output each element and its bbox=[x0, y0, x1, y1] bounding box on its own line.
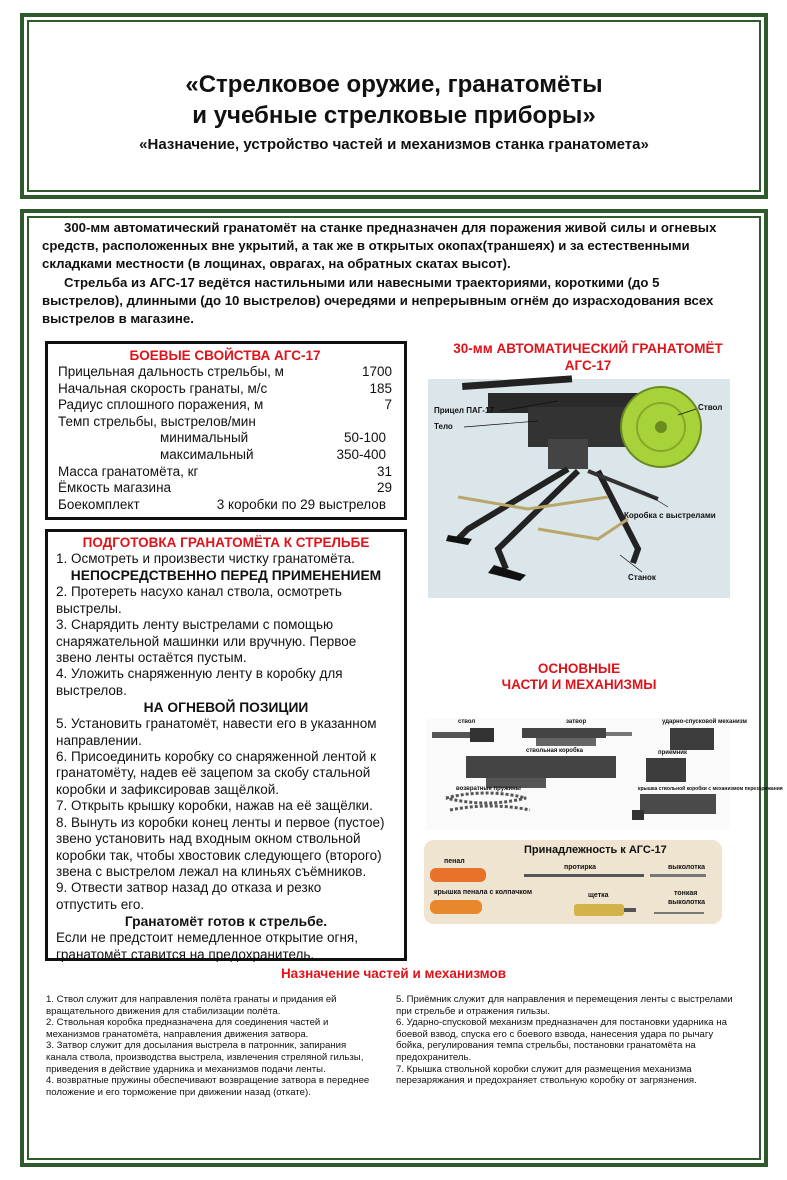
launcher-photo-title-line-1: 30-мм АВТОМАТИЧЕСКИЙ ГРАНАТОМЁТ bbox=[453, 341, 723, 356]
prep-line: 2. Протереть насухо канал ствола, осмотреть bbox=[56, 584, 342, 600]
prep-heading: НА ОГНЕВОЙ ПОЗИЦИИ bbox=[143, 700, 309, 716]
function-item: 3. Затвор служит для досылания выстрела в патронник, запирания канала ствола, производства выстрела, извлечения стреляной гильзы, приведения в действие ударника и механизмов подачи ленты. bbox=[46, 1040, 364, 1075]
label-body: Тело bbox=[434, 422, 453, 431]
prep-heading: Гранатомёт готов к стрельбе. bbox=[124, 914, 328, 930]
label-thin-drift-2: выколотка bbox=[668, 899, 706, 906]
property-value: 185 bbox=[369, 380, 392, 396]
property-label: Темп стрельбы, выстрелов/мин bbox=[58, 413, 256, 429]
property-value: 7 bbox=[384, 397, 392, 413]
property-row bbox=[58, 364, 392, 381]
intro-paragraph-2: Стрельба из АГС-17 ведётся настильными или навесными траекториями, короткими (до 5 выстрелов), длинными (до 10 выстрелов) очередями и непрерывным огнём до израсходования всех выстрелов в магазине. bbox=[42, 274, 714, 327]
prep-line: звено ленты остаётся пустым. bbox=[56, 650, 247, 666]
title-block bbox=[24, 69, 764, 153]
function-item: 6. Ударно-спусковой механизм предназначен для постановки ударника на боевой взвод, спуска его с боевого взвода, нанесения удара по рычагу бойка, регулирования темпа стрельбы, постановки гранатомёта на предохранитель. bbox=[396, 1017, 727, 1063]
accessory-photo bbox=[424, 840, 722, 924]
prep-line: коробки так, чтобы хвостовик следующего (второго) bbox=[56, 847, 382, 863]
label-part-receiver: ствольная коробка bbox=[526, 748, 583, 754]
prep-line: 8. Вынуть из коробки конец ленты и первое (пустое) bbox=[56, 814, 385, 830]
parts-photo bbox=[426, 718, 783, 830]
function-item: 1. Ствол служит для направления полёта гранаты и придания ей вращательного движения для стабилизации полёта. bbox=[46, 994, 337, 1017]
page-title-line-1: «Стрелковое оружие, гранатомёты bbox=[185, 71, 603, 98]
prep-line: 9. Отвести затвор назад до отказа и резко bbox=[56, 880, 322, 896]
prep-line: 7. Открыть крышку коробки, нажав на её защёлки. bbox=[56, 798, 373, 814]
property-row bbox=[58, 397, 392, 414]
label-part-springs: возвратные пружины bbox=[456, 786, 521, 792]
prep-line: направлении. bbox=[56, 732, 142, 748]
label-mount: Станок bbox=[628, 573, 656, 582]
prep-line: гранатомёту, надев её зацепом за скобу стальной bbox=[56, 765, 371, 781]
label-barrel: Ствол bbox=[698, 403, 723, 412]
label-part-barrel: ствол bbox=[458, 719, 476, 725]
prep-line: отпустить его. bbox=[56, 896, 145, 912]
property-label: Начальная скорость гранаты, м/с bbox=[58, 380, 268, 396]
property-row bbox=[58, 447, 392, 464]
parts-title-line-2: ЧАСТИ И МЕХАНИЗМЫ bbox=[501, 677, 657, 692]
parts-title bbox=[428, 661, 730, 693]
functions-right-column bbox=[396, 994, 736, 1087]
prep-line: гранатомёт ставится на предохранитель. bbox=[56, 946, 315, 962]
label-cleaning-rod: протирка bbox=[564, 864, 597, 871]
launcher-photo-title bbox=[428, 340, 748, 374]
prep-line: 5. Установить гранатомёт, навести его в указанном bbox=[56, 716, 377, 732]
combat-properties-box bbox=[45, 341, 407, 520]
prep-line: снаряжательной машинки или вручную. Первое bbox=[56, 633, 357, 649]
launcher-photo bbox=[428, 379, 730, 598]
property-row bbox=[58, 464, 392, 481]
property-row bbox=[58, 414, 392, 431]
property-label: Боекомплект bbox=[58, 496, 140, 512]
page-subtitle: «Назначение, устройство частей и механизмов станка гранатомета» bbox=[139, 136, 649, 153]
prep-line: звена с выстрелом лежал на клиньях съёмников. bbox=[56, 863, 367, 879]
prep-line: Если не предстоит немедленное открытие огня, bbox=[56, 930, 358, 946]
prep-line: коробки и зафиксировав защёлкой. bbox=[56, 781, 280, 797]
label-sight: Прицел ПАГ-17 bbox=[434, 406, 494, 415]
property-label: Радиус сплошного поражения, м bbox=[58, 397, 264, 413]
prep-line: 4. Уложить снаряженную ленту в коробку для bbox=[56, 666, 343, 682]
intro-paragraph-1: 300-мм автоматический гранатомёт на станке предназначен для поражения живой силы и огневых средств, расположенных вне укрытий, а так же в открытых окопах(траншеях) и за естественными складками местности (в лощинах, оврагах, на обратных скатах высот). bbox=[42, 220, 717, 272]
functions-left-column bbox=[46, 994, 376, 1098]
property-row bbox=[58, 381, 392, 398]
prep-line: 1. Осмотреть и произвести чистку гранатомёта. bbox=[56, 551, 355, 566]
label-brush: щетка bbox=[588, 892, 609, 899]
preparation-box bbox=[45, 529, 407, 961]
page-title-line-2: и учебные стрелковые приборы» bbox=[192, 102, 596, 129]
prep-line: выстрелов. bbox=[56, 682, 127, 698]
property-value: 350-400 bbox=[336, 446, 386, 462]
property-label: минимальный bbox=[160, 430, 249, 446]
property-label: Масса гранатомёта, кг bbox=[58, 463, 199, 479]
property-label: Ёмкость магазина bbox=[58, 480, 172, 496]
launcher-photo-title-line-2: АГС-17 bbox=[564, 358, 612, 373]
functions-title: Назначение частей и механизмов bbox=[280, 966, 507, 981]
parts-illustration bbox=[426, 718, 730, 830]
label-part-feeder: приемник bbox=[658, 750, 687, 756]
label-ammo-box: Коробка с выстрелами bbox=[624, 511, 716, 520]
label-part-bolt: затвор bbox=[566, 719, 587, 725]
prep-line: 3. Снарядить ленту выстрелами с помощью bbox=[56, 617, 334, 633]
label-part-trigger: ударно-спусковой механизм bbox=[662, 719, 747, 725]
prep-line: 6. Присоединить коробку со снаряженной лентой к bbox=[56, 749, 377, 765]
property-row bbox=[58, 497, 392, 514]
prep-heading: НЕПОСРЕДСТВЕННО ПЕРЕД ПРИМЕНЕНИЕМ bbox=[70, 568, 382, 584]
property-value: 50-100 bbox=[343, 430, 386, 446]
title-frame bbox=[20, 13, 768, 199]
label-drift: выколотка bbox=[668, 864, 706, 871]
prep-line: выстрелы. bbox=[56, 600, 122, 616]
label-thin-drift-1: тонкая bbox=[674, 890, 698, 897]
function-item: 5. Приёмник служит для направления и перемещения ленты с выстрелами при стрельбе и отражения гильзы. bbox=[396, 994, 733, 1017]
property-row bbox=[58, 430, 392, 447]
combat-properties-title: БОЕВЫЕ СВОЙСТВА АГС-17 bbox=[129, 348, 321, 363]
label-part-cover: крышка ствольной коробки с механизмом перезаряжания bbox=[638, 786, 783, 792]
property-label: максимальный bbox=[160, 446, 254, 462]
property-value: 29 bbox=[376, 480, 392, 496]
label-cap: крышка пенала с колпачком bbox=[434, 889, 533, 896]
property-value: 31 bbox=[376, 463, 392, 479]
function-item: 4. возвратные пружины обеспечивают возвращение затвора в переднее положение и его торможение при движении назад (откате). bbox=[46, 1075, 370, 1098]
property-value: 3 коробки по 29 выстрелов bbox=[216, 496, 386, 512]
function-item: 7. Крышка ствольной коробки служит для размещения механизма перезаряжания и предохраняет ствольную коробку от загрязнения. bbox=[396, 1063, 697, 1087]
prep-line: звено установить над входным окном ствольной bbox=[56, 831, 361, 847]
intro-text bbox=[42, 219, 722, 328]
label-pencil-case: пенал bbox=[444, 858, 465, 865]
parts-title-line-1: ОСНОВНЫЕ bbox=[537, 661, 621, 676]
property-label: Прицельная дальность стрельбы, м bbox=[58, 364, 284, 379]
preparation-title: ПОДГОТОВКА ГРАНАТОМЁТА К СТРЕЛЬБЕ bbox=[82, 535, 370, 550]
accessory-title: Принадлежность к АГС-17 bbox=[524, 844, 667, 856]
property-row bbox=[58, 480, 392, 497]
function-item: 2. Ствольная коробка предназначена для соединения частей и механизмов гранатомёта, направления движения затвора. bbox=[46, 1017, 329, 1040]
property-value: 1700 bbox=[361, 364, 392, 379]
